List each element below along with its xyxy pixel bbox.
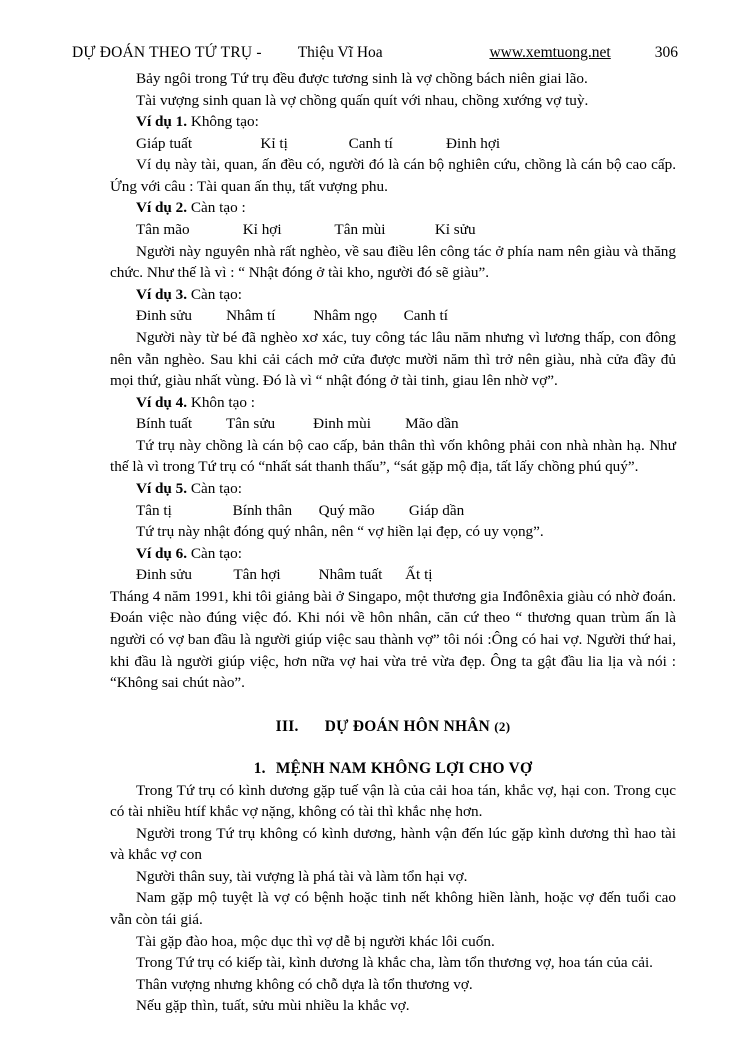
example-pillars: Tân tị Bính thân Quý mão Giáp dần (136, 501, 465, 519)
paragraph: Nam gặp mộ tuyệt là vợ có bệnh hoặc tinh nết không hiền lành, hoặc vợ đến tuổi cao vẫn còn tái giá. (110, 889, 676, 928)
example-body: Tháng 4 năm 1991, khi tôi giảng bài ở Singapo, một thương gia Inđônêxia giàu có nhờ đoán. Đoán việc nào đúng việc đó. Khi nói về hôn nhân, căn cứ theo “ thương quan trùm ấn là người có vợ ban đầu là người giúp việc sau thành vợ” tôi nói :Ông có hai vợ. Người thứ hai, khi đầu là người giúp việc, hơn nữa vợ hai vừa trẻ vừa đẹp. Ông ta gật đầu lia lịa và nói : “Không sai chút nào”. (110, 587, 676, 692)
example-label-rest: Càn tạo: (187, 479, 242, 497)
example-body: Tứ trụ này nhật đóng quý nhân, nên “ vợ hiền lại đẹp, có uy vọng”. (136, 523, 544, 541)
example-pillars: Giáp tuất Kỉ tị Canh tí Đinh hợi (136, 134, 501, 152)
paragraph: Nếu gặp thìn, tuất, sửu mùi nhiều la khắc vợ. (136, 997, 410, 1015)
example-heading (110, 197, 676, 219)
paragraph: Trong Tứ trụ có kình dương gặp tuế vận là của cải hoa tán, khắc vợ, hại con. Trong cục có tài nhiều htíf khắc vợ nặng, không có tài thì khắc nhẹ hơn. (110, 781, 676, 821)
example-pillars: Đinh sửu Nhâm tí Nhâm ngọ Canh tí (136, 307, 448, 325)
example-body: Tứ trụ này chồng là cán bộ cao cấp, bản thân thì vốn không phải con nhà nhàn hạ. Như thế là vì trong Tứ trụ có “nhất sát thanh thấu”, “sát gặp mộ địa, tất lấy chồng phú quý”. (110, 436, 676, 476)
example-heading (110, 392, 676, 414)
subsection-title-text: MỆNH NAM KHÔNG LỢI CHO VỢ (275, 759, 533, 777)
example-label: Ví dụ 4. (136, 393, 188, 411)
website-link[interactable]: www.xemtuong.net (489, 44, 611, 61)
section-title-text: DỰ ĐOÁN HÔN NHÂN (324, 717, 491, 735)
section-number: III. (275, 717, 299, 735)
example-heading (110, 478, 676, 500)
paragraph: Tài gặp đào hoa, mộc dục thì vợ dễ bị người khác lôi cuốn. (136, 932, 495, 950)
book-title: DỰ ĐOÁN THEO TỨ TRỤ - (72, 44, 262, 61)
paragraph: Người thân suy, tài vượng là phá tài và làm tổn hại vợ. (136, 867, 468, 885)
example-body: Ví dụ này tài, quan, ấn đều có, người đó là cán bộ nghiên cứu, chồng là cán bộ cao cấp. Ứng với câu : Tài quan ấn thụ, tất vượng phu. (110, 156, 676, 195)
example-body: Người này nguyên nhà rất nghèo, về sau điều lên công tác ở phía nam nên giàu và thăng chức. Như thế là vì : “ Nhật đóng ở tài kho, người đó sẽ giàu”. (110, 242, 676, 282)
example-label-rest: Càn tạo: (187, 544, 242, 562)
example-label-rest: Càn tạo : (187, 199, 246, 217)
page-header (66, 44, 682, 62)
example-label: Ví dụ 5. (136, 479, 188, 497)
example-label: Ví dụ 3. (136, 285, 188, 303)
example-pillars: Bính tuất Tân sửu Đinh mùi Mão dần (136, 415, 459, 433)
intro-line-2: Tài vượng sinh quan là vợ chồng quấn quít với nhau, chồng xướng vợ tuỳ. (136, 91, 589, 109)
example-label: Ví dụ 1. (136, 113, 188, 131)
example-pillars: Đinh sửu Tân hợi Nhâm tuất Ất tị (136, 566, 433, 584)
paragraph: Thân vượng nhưng không có chỗ dựa là tổn thương vợ. (136, 975, 473, 993)
example-label-rest: Khôn tạo : (187, 393, 255, 411)
paragraph: Người trong Tứ trụ không có kình dương, hành vận đến lúc gặp kình dương thì hao tài và khắc vợ con (110, 824, 676, 864)
example-label: Ví dụ 2. (136, 199, 188, 217)
page-content (66, 68, 682, 1017)
example-heading (110, 543, 676, 565)
subsection-heading (110, 758, 676, 780)
example-heading (110, 284, 676, 306)
example-body: Người này từ bé đã nghèo xơ xác, tuy công tác lâu năm nhưng vì lương thấp, con đông nên vẫn nghèo. Sau khi cải cách mở cửa được mười năm thì trở nên giàu, nhà cửa đầy đủ mọi thứ, giàu nhất vùng. Đó là vì “ nhật đóng ở tài tinh, giau lên nhờ vợ”. (110, 328, 676, 390)
example-label-rest: Càn tạo: (187, 285, 242, 303)
page-number: 306 (654, 44, 678, 61)
author-name: Thiệu Vĩ Hoa (297, 44, 383, 61)
section-heading (110, 716, 676, 738)
example-pillars: Tân mão Kỉ hợi Tân mùi Kỉ sửu (136, 221, 476, 239)
example-heading (110, 111, 676, 133)
paragraph: Trong Tứ trụ có kiếp tài, kình dương là khắc cha, làm tổn thương vợ, hoa tán của cải. (136, 954, 653, 972)
example-label-rest: Không tạo: (187, 113, 259, 131)
subsection-number: 1. (253, 759, 266, 777)
example-label: Ví dụ 6. (136, 544, 188, 562)
intro-line-1: Bảy ngôi trong Tứ trụ đều được tương sinh là vợ chồng bách niên giai lão. (136, 70, 588, 87)
section-suffix: (2) (494, 718, 511, 734)
